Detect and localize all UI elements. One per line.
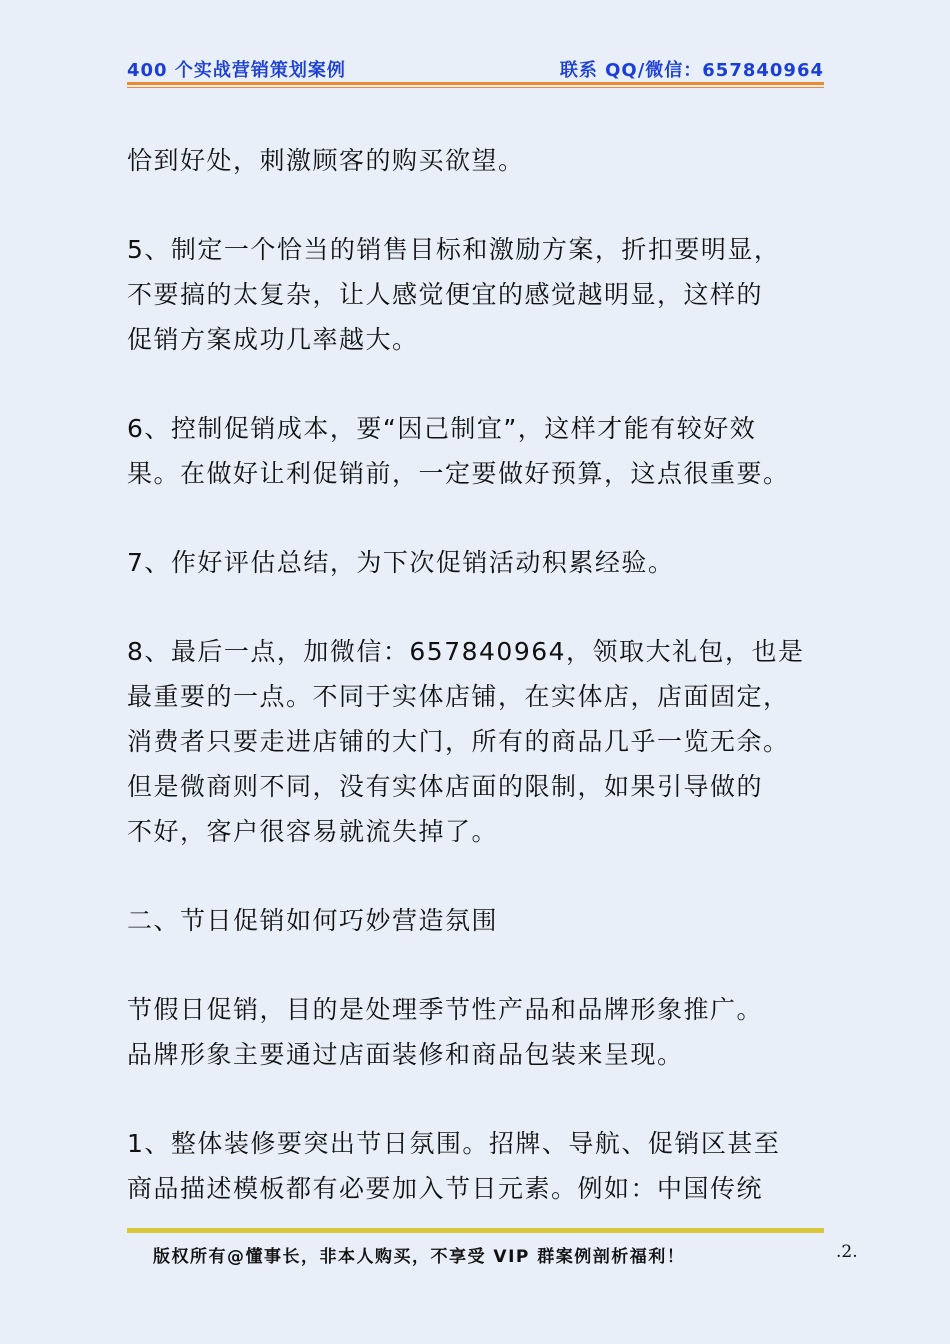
- paragraph: [127, 1121, 827, 1211]
- header-rule: [127, 82, 824, 85]
- text-line: 8、最后一点，加微信：657840964，领取大礼包，也是: [127, 637, 805, 666]
- page-header: [127, 56, 824, 80]
- text-line: 恰到好处，刺激顾客的购买欲望。: [127, 146, 525, 175]
- text-line: 二、节日促销如何巧妙营造氛围: [127, 906, 499, 935]
- paragraph: [127, 540, 827, 585]
- text-line: 消费者只要走进店铺的大门，所有的商品几乎一览无余。: [127, 727, 790, 756]
- text-line: 不要搞的太复杂，让人感觉便宜的感觉越明显，这样的: [127, 280, 764, 309]
- page-number: .2.: [836, 1242, 858, 1262]
- text-line: 节假日促销，目的是处理季节性产品和品牌形象推广。: [127, 995, 764, 1024]
- text-line: 果。在做好让利促销前，一定要做好预算，这点很重要。: [127, 459, 790, 488]
- text-line: 品牌形象主要通过店面装修和商品包装来呈现。: [127, 1040, 684, 1069]
- text-line: 商品描述模板都有必要加入节日元素。例如：中国传统: [127, 1174, 764, 1203]
- paragraph: [127, 227, 827, 362]
- header-title: 400 个实战营销策划案例: [127, 60, 346, 81]
- paragraph: [127, 987, 827, 1077]
- header-contact: 联系 QQ/微信：657840964: [559, 60, 824, 81]
- text-line: 最重要的一点。不同于实体店铺，在实体店，店面固定，: [127, 682, 790, 711]
- paragraph: [127, 406, 827, 496]
- document-body: [127, 138, 827, 1255]
- paragraph: [127, 629, 827, 854]
- text-line: 促销方案成功几率越大。: [127, 325, 419, 354]
- text-line: 不好，客户很容易就流失掉了。: [127, 817, 499, 846]
- footer-rule: [127, 1228, 824, 1233]
- text-line: 5、制定一个恰当的销售目标和激励方案，折扣要明显，: [127, 235, 781, 264]
- text-line: 7、作好评估总结，为下次促销活动积累经验。: [127, 548, 675, 577]
- footer-copyright: 版权所有@懂事长，非本人购买，不享受 VIP 群案例剖析福利！: [153, 1247, 686, 1267]
- text-line: 1、整体装修要突出节日氛围。招牌、导航、促销区甚至: [127, 1129, 781, 1158]
- paragraph: [127, 138, 827, 183]
- text-line: 6、控制促销成本，要“因己制宜”，这样才能有较好效: [127, 414, 757, 443]
- section-heading: [127, 898, 827, 943]
- text-line: 但是微商则不同，没有实体店面的限制，如果引导做的: [127, 772, 764, 801]
- header-rule-thin: [127, 87, 824, 88]
